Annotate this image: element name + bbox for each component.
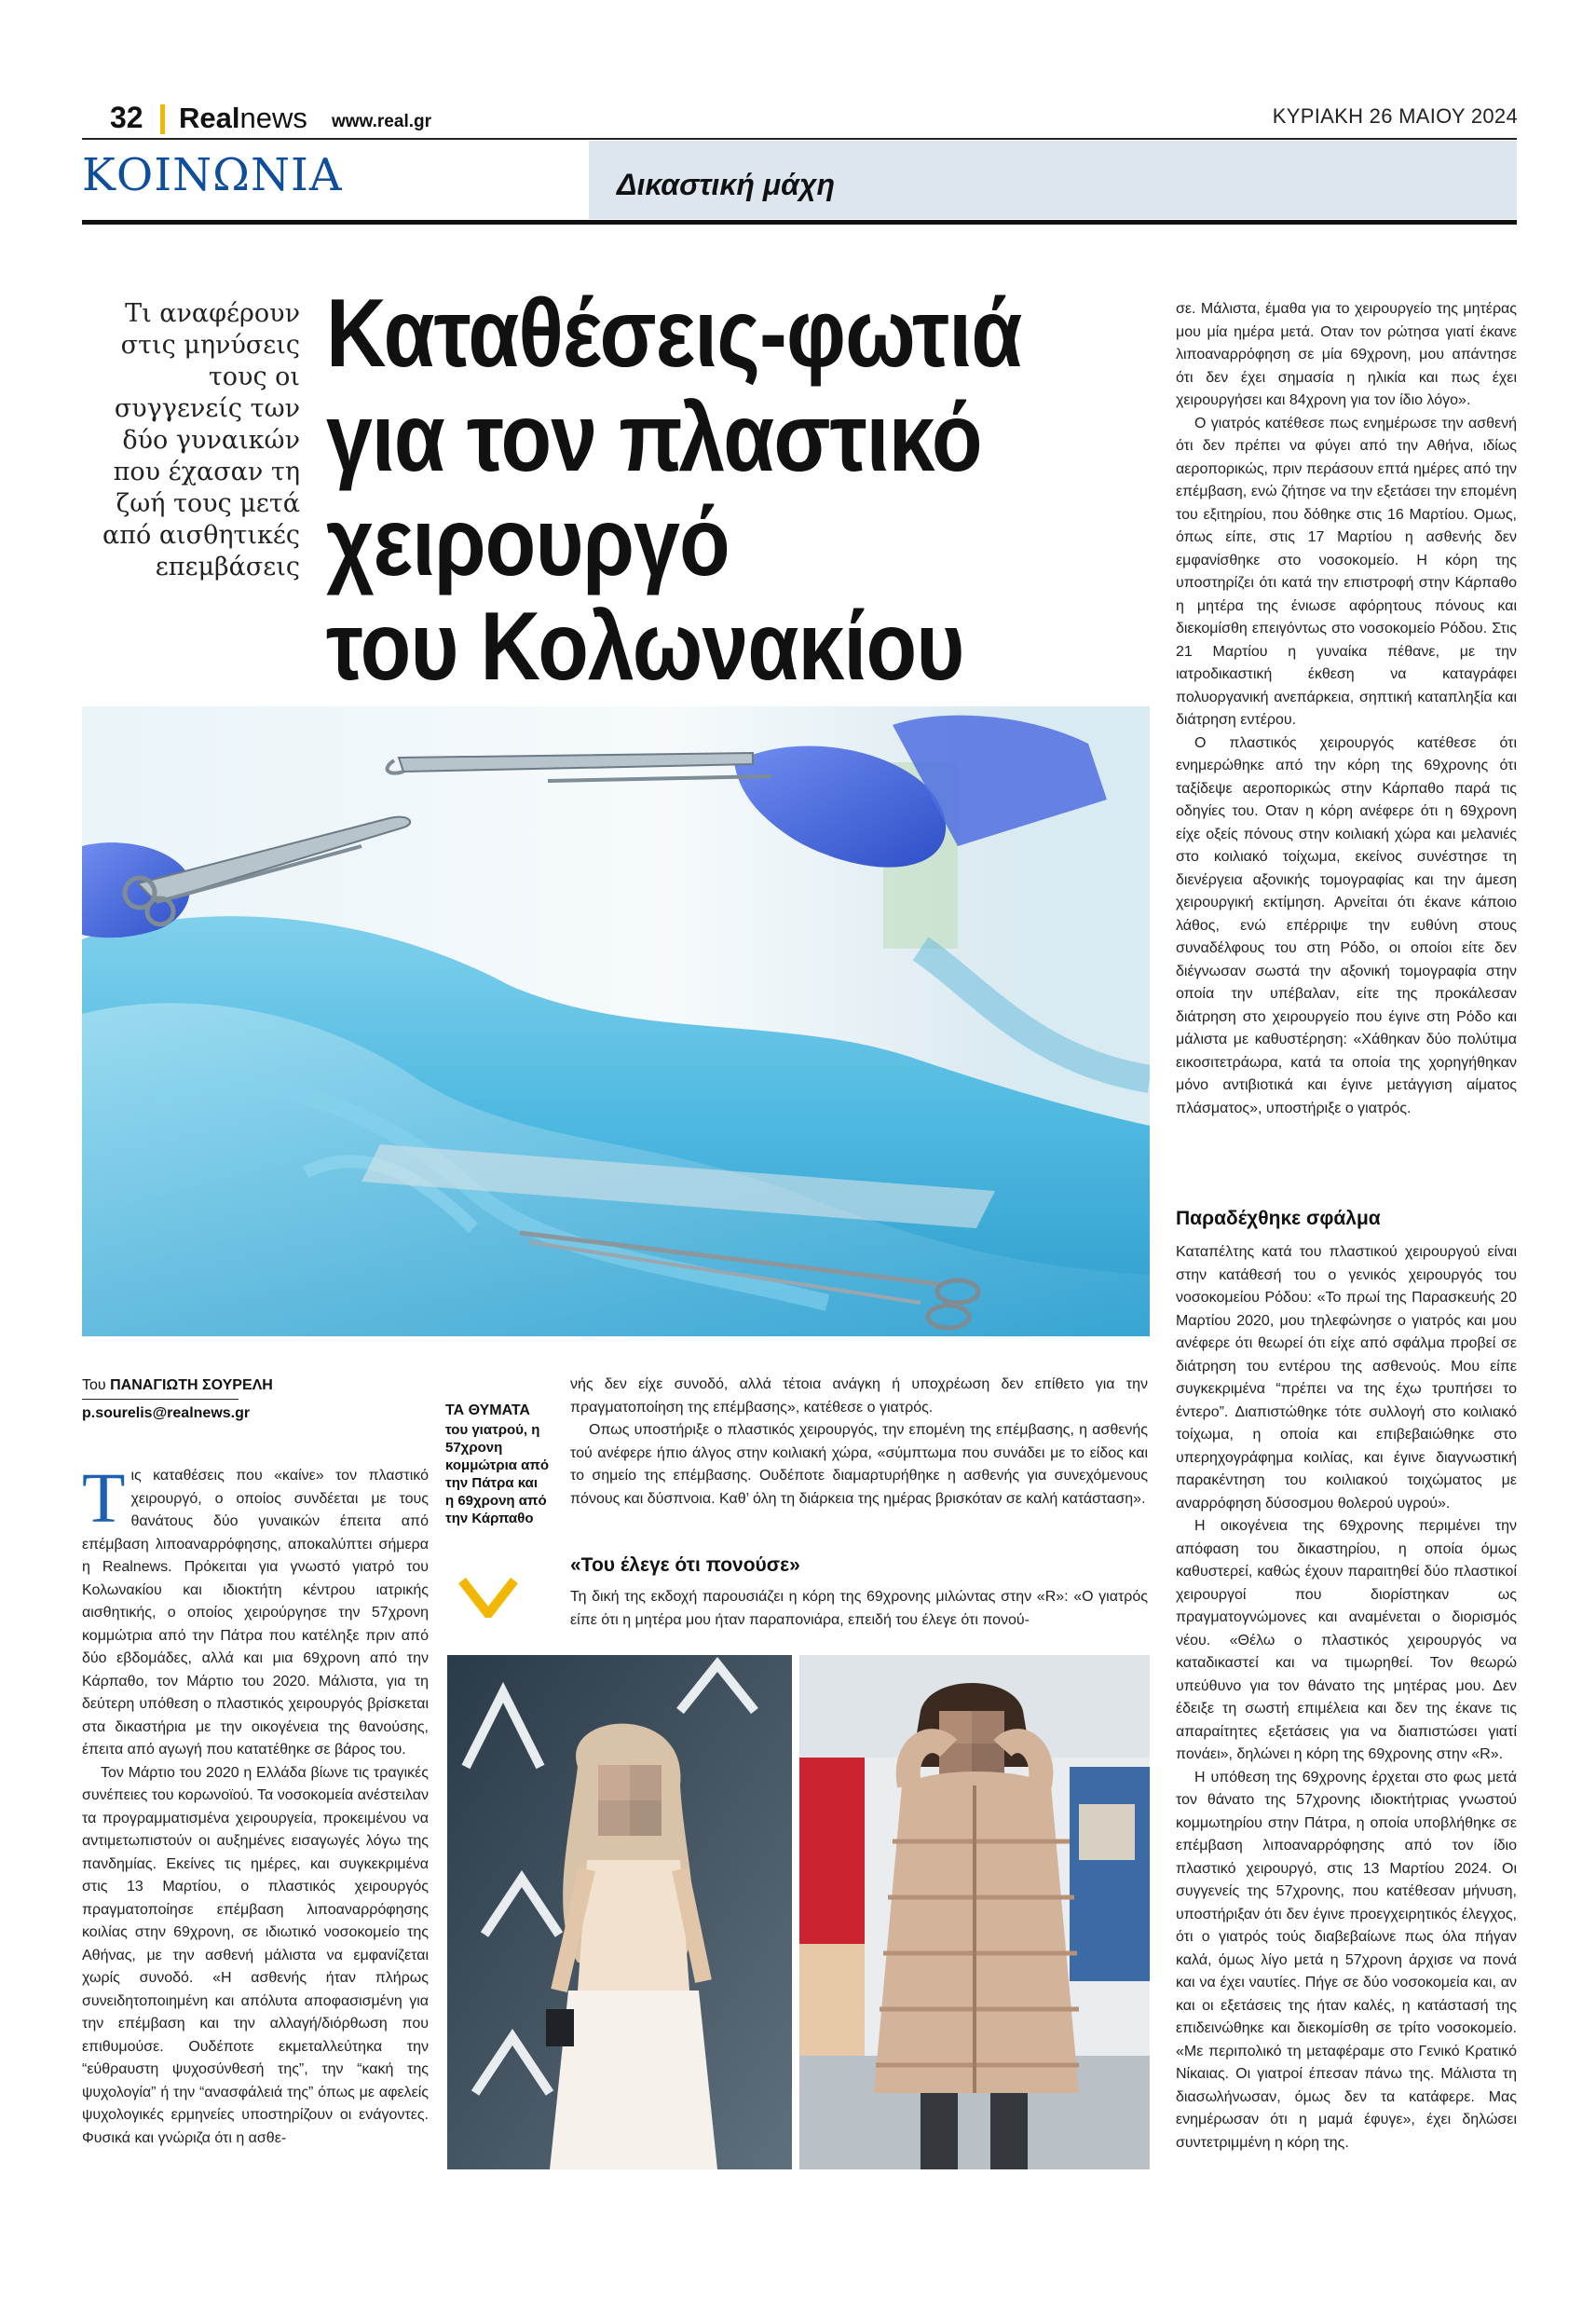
kicker: Δικαστική μάχη — [617, 168, 836, 201]
page-number: 32 — [110, 101, 143, 134]
subheading: Παραδέχθηκε σφάλμα — [1176, 1208, 1381, 1229]
hero-photo-surgical-instruments — [82, 706, 1150, 1336]
article-intro: Τι αναφέρουν στις μηνύσεις τους οι συγγενείς των δύο γυναικών που έχασαν τη ζωή τους μετά από αισθητικές επεμβάσεις — [102, 299, 301, 581]
section-title: ΚΟΙΝΩΝΙΑ — [82, 149, 343, 201]
page-number-divider — [160, 104, 165, 134]
sidebar-text: του γιατρού, η 57χρονη κομμώτρια από την Πάτρα και η 69χρονη από την Κάρπαθο — [445, 1422, 550, 1526]
byline — [82, 1377, 273, 1394]
body-paragraph: Η οικογένεια της 69χρονης περιμένει την απόφαση του δικαστηρίου, η οποία όμως καθυστερεί, καθώς έχουν παραιτηθεί δύο πλαστικοί χειρουργοί που διορίστηκαν ως πραγματογνώμονες και αναμένεται ο διορισμός νέου. «Θέλω ο πλαστικός χειρουργός να καταδικαστεί και να τιμωρηθεί. Τον θεωρώ υπεύθυνο για τον θάνατο της μητέρας μου. Δεν έδειξε τη σωστή επιμέλεια και δεν της έκανε τις απαραίτητες εξετάσεις για να διαπιστώσει γιατί πονάει», δηλώνει η κόρη της 69χρονης στην «R». — [1176, 1518, 1517, 1762]
body-paragraph: Ο πλαστικός χειρουργός κατέθεσε ότι ενημερώθηκε από την κόρη της 69χρονης ότι ταξίδεψε αεροπορικώς στην Κάρπαθο παρά τις οδηγίες του. Οταν η κόρη ανέφερε ότι η 69χρονη είχε οξείς πόνους στην κοιλιακή χώρα και μελανιές στο κοιλιακό τοίχωμα, εκείνος συνέστησε τη διενέργεια αξονικής τομογραφίας και την άμεση χειρουργική εκτίμηση. Αρνείται ότι έκανε κάποιο λάθος, ενώ επέρριψε την ευθύνη στους συναδέλφους του στη Ρόδο, οι οποίοι είτε δεν διέγνωσαν σωστά την αξονική τομογραφία στην οποία την υπέβαλαν, είτε της προκάλεσαν διάτρηση στο χειρουργείο που έγινε στη Ρόδο και μάλιστα με καθυστέρηση: «Χάθηκαν δύο πολύτιμα εικοσιτετράωρα, κατά τα οποία της χορηγήθηκαν μόνο αντιβιοτικά και έγινε μετάγγιση αίματος πλάσματος», υποστήριξε ο γιατρός. — [1176, 734, 1517, 1116]
brand-logo — [179, 102, 307, 135]
body-paragraph: Οπως υποστήριξε ο πλαστικός χειρουργός, την επομένη της επέμβασης, η ασθενής τού ανέφερε ήπιο άλγος στην κοιλιακή χώρα, «σύμπτωμα που συνάδει με το είδος και το σημείο της επέμβασης. Ουδέποτε διαμαρτυρήθηκε η ασθενής για συνεχόμενους πόνους και δύσπνοια. Καθ’ όλη τη διάρκεια της ημέρας βρισκόταν σε καλή κατάσταση». — [570, 1422, 1148, 1507]
title-line: του Κολωνακίου — [326, 593, 964, 701]
body-paragraph — [82, 1459, 429, 1762]
photo-victim-daughter — [799, 1655, 1150, 2169]
drop-cap: Τ — [82, 1459, 126, 1538]
victims-sidebar — [445, 1402, 550, 1527]
body-column-2-cont — [570, 1586, 1148, 1632]
article-title — [326, 281, 1031, 699]
paragraph-text: ις καταθέσεις που «καίνε» τον πλαστικό χειρουργό, ο οποίος συνδέεται με τους θανάτους δύο γυναικών έπειτα από επέμβαση λιποαναρρόφησης, αποκαλύπτει σήμερα η Realnews. Πρόκειται για γνωστό γιατρό του Κολωνακίου και ιδιοκτήτη κέντρου ιατρικής αισθητικής, ο οποίος χειρούργησε την 57χρονη κομμώτρια από την Πάτρα που κατέληξε πριν από δύο εβδομάδες, αλλά και μια 69χρονη από την Κάρπαθο, τον Μάρτιο του 2020. Μάλιστα, για τη δεύτερη υπόθεση ο πλαστικός χειρουργός βρίσκεται στα δικαστήρια με την οικογένεια της θανούσης, έπειτα από αγωγή που κατατέθηκε σε βάρος του. — [82, 1468, 429, 1758]
brand-bold: Real — [179, 102, 240, 134]
byline-email[interactable]: p.sourelis@realnews.gr — [82, 1405, 251, 1421]
issue-date: ΚΥΡΙΑΚΗ 26 ΜΑΙΟΥ 2024 — [1272, 104, 1518, 128]
title-line: Καταθέσεις-φωτιά — [326, 280, 1022, 388]
byline-rule — [82, 1399, 239, 1400]
body-column-2 — [570, 1374, 1148, 1511]
body-paragraph: Τη δική της εκδοχή παρουσιάζει η κόρη της 69χρονης μιλώντας στην «R»: «Ο γιατρός είπε ότι η μητέρα μου ήταν παραπονιάρα, επειδή του έλεγε ότι πονού- — [570, 1589, 1148, 1628]
body-column-3-cont — [1176, 1241, 1517, 2155]
title-line: χειρουργό — [326, 488, 730, 596]
photo-victim-patra — [447, 1655, 792, 2169]
body-column-1 — [82, 1459, 429, 2150]
body-paragraph: Τον Μάρτιο του 2020 η Ελλάδα βίωνε τις τραγικές συνέπειες του κορωνοϊού. Τα νοσοκομεία ανέστειλαν τα προγραμματισμένα χειρουργεία, προκειμένου να αντιμετωπιστούν οι αυξημένες εισαγωγές λόγω της πανδημίας. Εκείνες τις ημέρες, και συγκεκριμένα στις 13 Μαρτίου, ο πλαστικός χειρουργός πραγματοποίησε επέμβαση λιποαναρρόφησης κοιλίας στην 69χρονη, σε ιδιωτικό νοσοκομείο της Αθήνας, με την ασθενή μάλιστα να εμφανίζεται χωρίς συνοδό. «Η ασθενής ήταν πλήρως συνειδητοποιημένη και απόλυτα αποφασισμένη για την επέμβαση και την αλλαγή/διόρθωση που επιθυμούσε. Ουδέποτε εκμεταλλεύτηκα την “εύθραυστη ψυχοσύνθεσή της”, την “κακή της ψυχολογία” ή την “ανασφάλειά της” όπως με αφελείς ψυχολογικές ερμηνείες υποστηρίζουν οι ενάγοντες. Φυσικά και γνώριζα ότι η ασθε- — [82, 1764, 429, 2146]
subheading: «Του έλεγε ότι πονούσε» — [570, 1554, 800, 1576]
section-rule — [82, 220, 1517, 225]
body-paragraph: Ο γιατρός κατέθεσε πως ενημέρωσε την ασθενή ότι δεν πρέπει να φύγει από την Αθήνα, ιδίως αεροπορικώς, πριν περάσουν επτά ημέρες από την επέμβαση, ενώ ζήτησε να την εξετάσει την επομένη του εξιτηρίου, που δόθηκε στις 16 Μαρτίου. Ομως, όπως είπε, στις 17 Μαρτίου η ασθενής δεν εμφανίσθηκε στο νοσοκομείο. Η κόρη της υποστηρίζει ότι κατά την επιστροφή στην Κάρπαθο η μητέρα της ένιωσε αφόρητους πόνους και διεκομίσθη επειγόντως στο νοσοκομείο Ρόδου. Στις 21 Μαρτίου η γυναίκα πέθανε, με την ιατροδικαστική έκθεση να καταγράφει πολυοργανική ανεπάρκεια, σηπτική καταπληξία και διάτρηση εντέρου. — [1176, 415, 1517, 728]
header-rule — [82, 138, 1517, 140]
site-url: www.real.gr — [332, 112, 431, 131]
body-column-3 — [1176, 298, 1517, 1120]
title-line: για τον πλαστικό — [326, 384, 982, 492]
byline-prefix: Του — [82, 1377, 106, 1393]
chevron-down-icon — [458, 1577, 518, 1618]
brand-light: news — [239, 102, 307, 134]
body-paragraph: σε. Μάλιστα, έμαθα για το χειρουργείο της μητέρας μου μία ημέρα μετά. Οταν τον ρώτησα γιατί έκανε λιποαναρρόφηση σε μία 69χρονη, μου απάντησε ότι δεν έχει σημασία η ηλικία και πως έχει χειρουργήσει και 84χρονη για τον ίδιο λόγο». — [1176, 301, 1517, 408]
sidebar-caption: ΤΑ ΘΥΜΑΤΑ — [445, 1402, 530, 1418]
body-paragraph: Η υπόθεση της 69χρονης έρχεται στο φως μετά τον θάνατο της 57χρονης ιδιοκτήτριας γνωστού κομμωτηρίου στην Πάτρα, η οποία υποβλήθηκε σε επέμβαση λιποαναρρόφησης από τον ίδιο πλαστικό χειρουργό, στις 13 Μαρτίου 2024. Οι συγγενείς της 57χρονης, που κατέθεσαν μήνυση, υποστήριξαν ότι δεν έγινε προεγχειρητικός έλεγχος, ότι ο γιατρός τούς διαβεβαίωνε πως όλα πήγαν καλά, όμως λίγο μετά η 57χρονη άρχισε να πονά και να έχει ναυτίες. Πήγε σε δύο νοσοκομεία και, αν και οι εξετάσεις της ήταν καλές, η κατάστασή της επιδεινώθηκε και διεκομίσθη σε τρίτο νοσοκομείο. «Με περιπολικό τη μεταφέραμε στο Γενικό Κρατικό Νίκαιας. Οι γιατροί έπεσαν πάνω της. Μάλιστα τη διασωλήνωσαν, όμως δεν τα κατάφερε. Μας ενημέρωσαν ότι η μαμά έφυγε», έχει δηλώσει συντετριμμένη η κόρη της. — [1176, 1769, 1517, 2151]
body-paragraph: νής δεν είχε συνοδό, αλλά τέτοια ανάγκη ή υποχρέωση δεν επίθετο για την πραγματοποίηση της επέμβασης», κατέθεσε ο γιατρός. — [570, 1376, 1148, 1416]
byline-author: ΠΑΝΑΓΙΩΤΗ ΣΟΥΡΕΛΗ — [110, 1377, 273, 1393]
body-paragraph: Καταπέλτης κατά του πλαστικού χειρουργού είναι στην κατάθεσή του ο γενικός χειρουργός του νοσοκομείου Ρόδου: «Το πρωί της Παρασκευής 20 Μαρτίου 2020, μου τηλεφώνησε ο γιατρός και μου ανέφερε ότι θεωρεί ότι είχε από σφάλμα προβεί σε διάτρηση του εντέρου της ασθενούς. Μου είπε συγκεκριμένα “πρέπει να της έχω τρυπήσει το έντερο”. Διαπιστώθηκε τότε συλλογή στο κοιλιακό τοίχωμα, η οποία και επιβεβαιώθηκε στο υπερηχογράφημα κοιλίας, και έγινε διαγνωστική παρακέντηση του κοιλιακού τοιχώματος με αναρρόφηση δύσοσμου θολερού υγρού». — [1176, 1244, 1517, 1512]
